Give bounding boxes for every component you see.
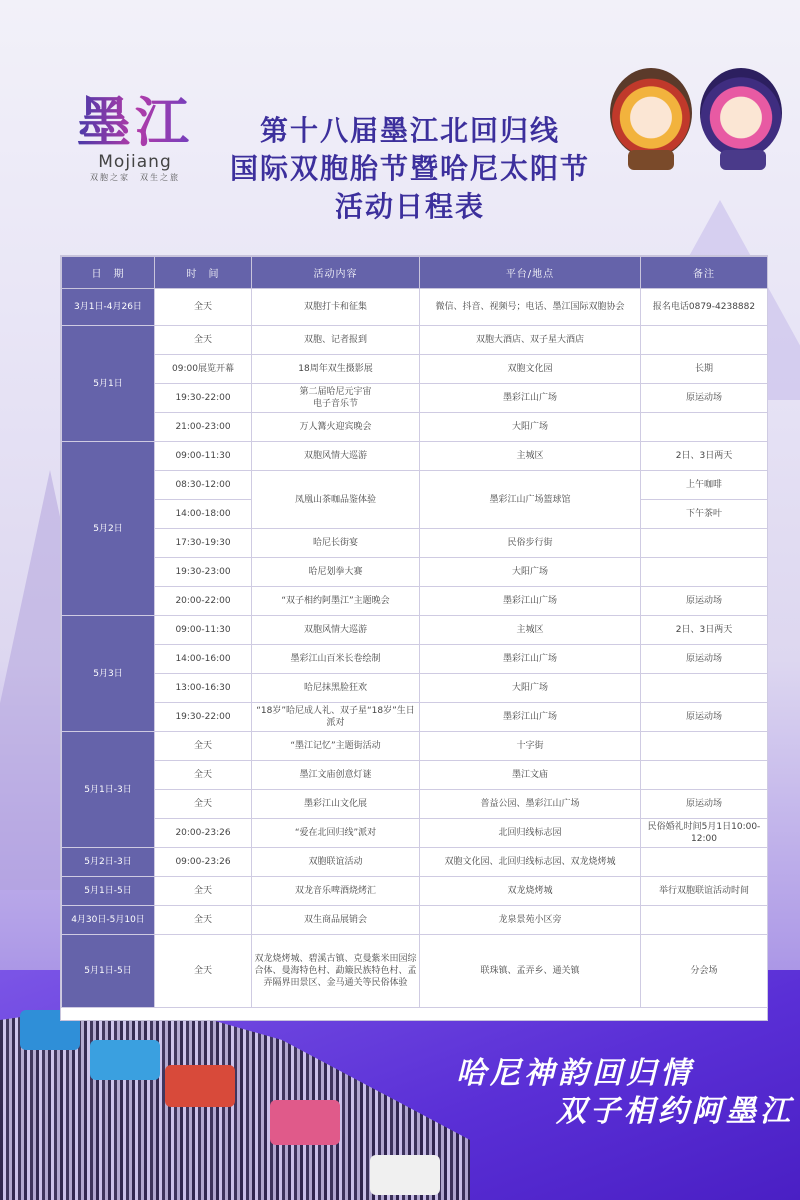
activity-cell: 凤凰山茶咖品鉴体验 [252, 471, 420, 529]
venue-cell: 墨彩江山广场 [420, 384, 641, 413]
note-cell [641, 326, 768, 355]
note-cell: 原运动场 [641, 384, 768, 413]
note-cell: 2日、3日两天 [641, 616, 768, 645]
note-cell: 下午茶叶 [641, 500, 768, 529]
table-row [62, 761, 768, 790]
mojiang-logo [70, 92, 200, 183]
header-time: 时 间 [155, 257, 252, 289]
time-cell: 14:00-16:00 [155, 645, 252, 674]
activity-cell: 双龙音乐啤酒烧烤汇 [252, 877, 420, 906]
venue-cell: 墨江文庙 [420, 761, 641, 790]
venue-cell: 墨彩江山广场篮球馆 [420, 471, 641, 529]
activity-cell: 双胞、记者报到 [252, 326, 420, 355]
note-cell: 原运动场 [641, 645, 768, 674]
activity-cell: 哈尼长街宴 [252, 529, 420, 558]
venue-cell: 微信、抖音、视频号；电话、墨江国际双胞协会 [420, 289, 641, 326]
activity-cell: 墨彩江山百米长卷绘制 [252, 645, 420, 674]
time-cell: 全天 [155, 935, 252, 1008]
table-row [62, 703, 768, 732]
venue-cell: 大阳广场 [420, 674, 641, 703]
time-cell: 全天 [155, 326, 252, 355]
activity-cell: 双生商品展销会 [252, 906, 420, 935]
date-cell: 3月1日-4月26日 [62, 289, 155, 326]
time-cell: 14:00-18:00 [155, 500, 252, 529]
table-row [62, 326, 768, 355]
table-row [62, 790, 768, 819]
venue-cell: 大阳广场 [420, 558, 641, 587]
note-cell: 民俗婚礼时间5月1日10:00-12:00 [641, 819, 768, 848]
time-cell: 全天 [155, 790, 252, 819]
time-cell: 20:00-22:00 [155, 587, 252, 616]
time-cell: 19:30-23:00 [155, 558, 252, 587]
table-row [62, 935, 768, 1008]
activity-cell: “墨江记忆”主题街活动 [252, 732, 420, 761]
venue-cell: 普益公园、墨彩江山广场 [420, 790, 641, 819]
activity-cell: 哈尼抹黑脸狂欢 [252, 674, 420, 703]
time-cell: 全天 [155, 906, 252, 935]
date-cell: 5月2日-3日 [62, 848, 155, 877]
time-cell: 全天 [155, 289, 252, 326]
table-row [62, 645, 768, 674]
time-cell: 09:00-23:26 [155, 848, 252, 877]
note-cell [641, 558, 768, 587]
table-row [62, 616, 768, 645]
parade-float-image [90, 1040, 160, 1080]
parade-float-image [270, 1100, 340, 1145]
date-cell: 5月3日 [62, 616, 155, 732]
table-row [62, 558, 768, 587]
venue-cell: 民俗步行街 [420, 529, 641, 558]
date-cell: 5月1日-5日 [62, 877, 155, 906]
table-row [62, 848, 768, 877]
table-row [62, 877, 768, 906]
activity-cell: 万人篝火迎宾晚会 [252, 413, 420, 442]
venue-cell: 双胞大酒店、双子星大酒店 [420, 326, 641, 355]
note-cell [641, 529, 768, 558]
activity-cell: “双子相约阿墨江”主题晚会 [252, 587, 420, 616]
date-cell: 5月2日 [62, 442, 155, 616]
activity-cell: 墨彩江山文化展 [252, 790, 420, 819]
header-note: 备注 [641, 257, 768, 289]
time-cell: 全天 [155, 732, 252, 761]
parade-float-image [165, 1065, 235, 1107]
time-cell: 全天 [155, 761, 252, 790]
note-cell [641, 732, 768, 761]
table-row [62, 442, 768, 471]
venue-cell: 主城区 [420, 442, 641, 471]
activity-cell: “18岁”哈尼成人礼、双子星“18岁”生日派对 [252, 703, 420, 732]
activity-cell: 双胞打卡和征集 [252, 289, 420, 326]
table-row [62, 906, 768, 935]
venue-cell: 双胞文化园、北回归线标志园、双龙烧烤城 [420, 848, 641, 877]
note-cell: 原运动场 [641, 587, 768, 616]
schedule-card [60, 255, 768, 1021]
time-cell: 全天 [155, 877, 252, 906]
note-cell: 原运动场 [641, 703, 768, 732]
table-row [62, 413, 768, 442]
time-cell: 09:00-11:30 [155, 442, 252, 471]
activity-cell: 双胞风情大巡游 [252, 616, 420, 645]
time-cell: 09:00展览开幕 [155, 355, 252, 384]
date-cell: 5月1日 [62, 326, 155, 442]
time-cell: 08:30-12:00 [155, 471, 252, 500]
note-cell [641, 674, 768, 703]
header-date: 日 期 [62, 257, 155, 289]
venue-cell: 主城区 [420, 616, 641, 645]
note-cell: 2日、3日两天 [641, 442, 768, 471]
note-cell: 举行双胞联谊活动时间 [641, 877, 768, 906]
table-header-row [62, 257, 768, 289]
venue-cell: 墨彩江山广场 [420, 703, 641, 732]
date-cell: 4月30日-5月10日 [62, 906, 155, 935]
activity-cell: 墨江文庙创意灯谜 [252, 761, 420, 790]
venue-cell: 墨彩江山广场 [420, 587, 641, 616]
table-row [62, 819, 768, 848]
venue-cell: 双胞文化园 [420, 355, 641, 384]
table-row [62, 355, 768, 384]
table-row [62, 384, 768, 413]
note-cell [641, 848, 768, 877]
logo-mark: 墨江 [70, 92, 200, 152]
title-line-3: 活动日程表 [334, 190, 485, 223]
mascot-boy-image [610, 68, 692, 158]
title-line-1: 第十八届墨江北回归线 [259, 114, 560, 147]
venue-cell: 十字街 [420, 732, 641, 761]
note-cell [641, 906, 768, 935]
time-cell: 17:30-19:30 [155, 529, 252, 558]
venue-cell: 大阳广场 [420, 413, 641, 442]
logo-slogan: 双胞之家 双生之旅 [90, 173, 180, 182]
note-cell: 长期 [641, 355, 768, 384]
activity-cell: 第二届哈尼元宇宙 电子音乐节 [252, 384, 420, 413]
note-cell: 分会场 [641, 935, 768, 1008]
page-title [200, 112, 620, 226]
slogan-line-1: 哈尼神韵回归情 [456, 1056, 694, 1091]
activity-cell: “爱在北回归线”派对 [252, 819, 420, 848]
table-row [62, 529, 768, 558]
mascot-girl-image [700, 68, 782, 158]
note-cell: 报名电话0879-4238882 [641, 289, 768, 326]
venue-cell: 龙泉景苑小区旁 [420, 906, 641, 935]
time-cell: 21:00-23:00 [155, 413, 252, 442]
note-cell: 原运动场 [641, 790, 768, 819]
time-cell: 09:00-11:30 [155, 616, 252, 645]
activity-cell: 双胞风情大巡游 [252, 442, 420, 471]
activity-cell: 双龙烧烤城、碧溪古镇、克曼紫米田园综合体、曼海特色村、勐簸民族特色村、孟弄隔界田景区、金马通关等民俗体验 [252, 935, 420, 1008]
note-cell [641, 761, 768, 790]
note-cell [641, 413, 768, 442]
date-cell: 5月1日-5日 [62, 935, 155, 1008]
venue-cell: 墨彩江山广场 [420, 645, 641, 674]
time-cell: 19:30-22:00 [155, 703, 252, 732]
parade-float-image [370, 1155, 440, 1195]
venue-cell: 联珠镇、孟弄乡、通关镇 [420, 935, 641, 1008]
schedule-table [61, 256, 768, 1008]
time-cell: 13:00-16:30 [155, 674, 252, 703]
time-cell: 19:30-22:00 [155, 384, 252, 413]
title-line-2: 国际双胞胎节暨哈尼太阳节 [229, 152, 590, 185]
header-activity: 活动内容 [252, 257, 420, 289]
header-venue: 平台/地点 [420, 257, 641, 289]
activity-cell: 哈尼划拳大赛 [252, 558, 420, 587]
table-row [62, 732, 768, 761]
mascot-girl-body [720, 150, 766, 170]
table-row [62, 289, 768, 326]
venue-cell: 北回归线标志园 [420, 819, 641, 848]
table-row [62, 674, 768, 703]
venue-cell: 双龙烧烤城 [420, 877, 641, 906]
note-cell: 上午咖啡 [641, 471, 768, 500]
mascot-boy-body [628, 150, 674, 170]
logo-name-en: Mojiang [98, 152, 172, 172]
date-cell: 5月1日-3日 [62, 732, 155, 848]
activity-cell: 18周年双生摄影展 [252, 355, 420, 384]
activity-cell: 双胞联谊活动 [252, 848, 420, 877]
slogan-line-2: 双子相约阿墨江 [556, 1094, 794, 1129]
table-row [62, 587, 768, 616]
time-cell: 20:00-23:26 [155, 819, 252, 848]
table-row [62, 471, 768, 500]
